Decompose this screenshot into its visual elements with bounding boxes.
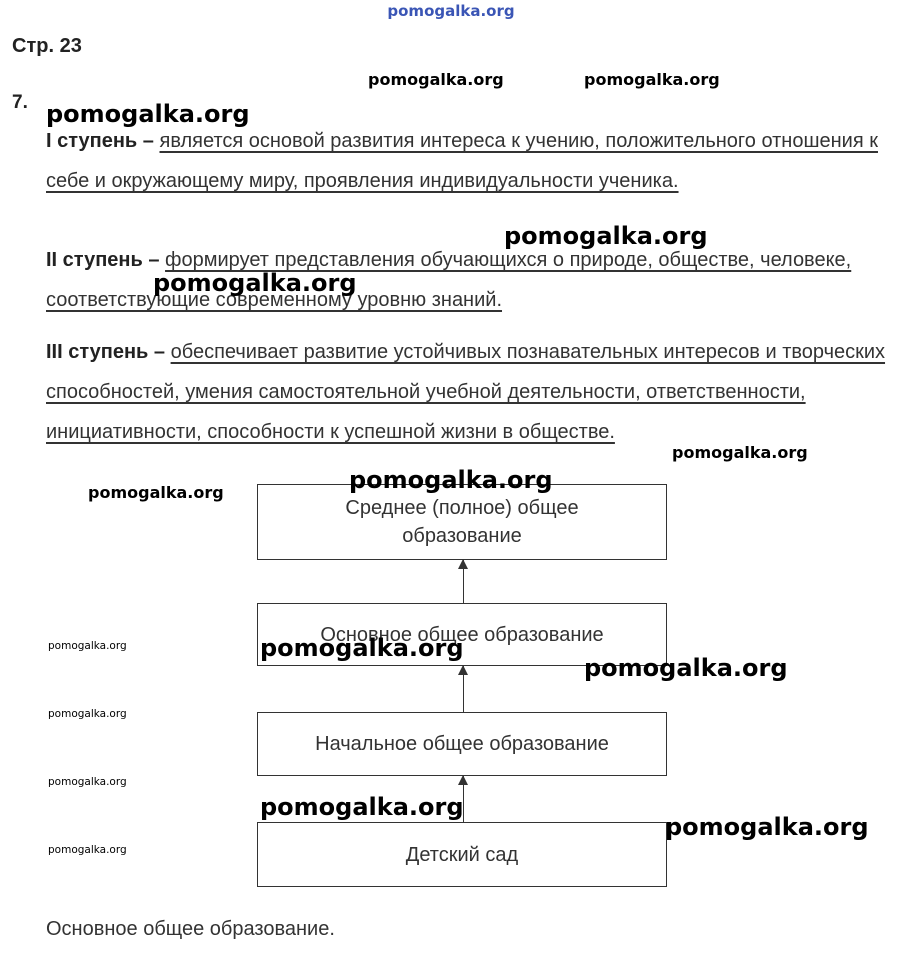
stage-3-dash: – — [148, 341, 171, 363]
diagram-box-primary-general — [257, 712, 667, 776]
watermark: pomogalka.org — [584, 70, 720, 89]
watermark: pomogalka.org — [153, 269, 357, 297]
watermark: pomogalka.org — [88, 483, 224, 502]
watermark: pomogalka.org — [48, 640, 127, 652]
stage-3-name: III ступень — [46, 341, 149, 363]
answer-text: Основное общее образование. — [46, 918, 335, 940]
diagram-box-kindergarten — [257, 822, 667, 887]
watermark: pomogalka.org — [260, 634, 464, 662]
task-number: 7. — [12, 92, 28, 113]
watermark: pomogalka.org — [584, 654, 788, 682]
watermark: pomogalka.org — [672, 443, 808, 462]
stage-1-name: I ступень — [46, 130, 138, 152]
diagram-box-secondary-full — [257, 484, 667, 560]
arrow-up-icon — [463, 560, 464, 603]
diagram-box-label: Основное общее образование — [320, 623, 604, 646]
stage-2-text: формирует представления обучающихся о природе, обществе, человеке, соответствующие современному уровню знаний. — [46, 249, 852, 311]
stage-2-name: II ступень — [46, 249, 143, 271]
watermark-top: pomogalka.org — [387, 2, 515, 20]
stage-1-dash: – — [137, 130, 160, 152]
watermark: pomogalka.org — [48, 708, 127, 720]
watermark: pomogalka.org — [260, 793, 464, 821]
watermark: pomogalka.org — [349, 466, 553, 494]
arrow-up-icon — [463, 666, 464, 712]
stage-1-text: является основой развития интереса к учению, положительного отношения к себе и окружающему миру, проявления индивидуальности ученика. — [46, 130, 878, 192]
watermark: pomogalka.org — [48, 844, 127, 856]
stage-2-dash: – — [142, 249, 166, 271]
watermark: pomogalka.org — [48, 776, 127, 788]
stage-3-text: обеспечивает развитие устойчивых познавательных интересов и творческих способностей, умения самостоятельной учебной деятельности, ответственности, инициативности, способности к успешной жизни в обществе. — [46, 341, 886, 443]
diagram-box-label: Среднее (полное) общее образование — [345, 497, 579, 547]
watermark: pomogalka.org — [368, 70, 504, 89]
diagram-box-label: Детский сад — [405, 843, 519, 866]
watermark: pomogalka.org — [504, 222, 708, 250]
diagram-box-label: Начальное общее образование — [315, 733, 609, 755]
watermark: pomogalka.org — [665, 813, 869, 841]
stage-3-paragraph — [46, 332, 898, 452]
watermark: pomogalka.org — [46, 100, 250, 128]
stage-1-paragraph — [46, 121, 898, 201]
page-title: Стр. 23 — [12, 35, 82, 57]
